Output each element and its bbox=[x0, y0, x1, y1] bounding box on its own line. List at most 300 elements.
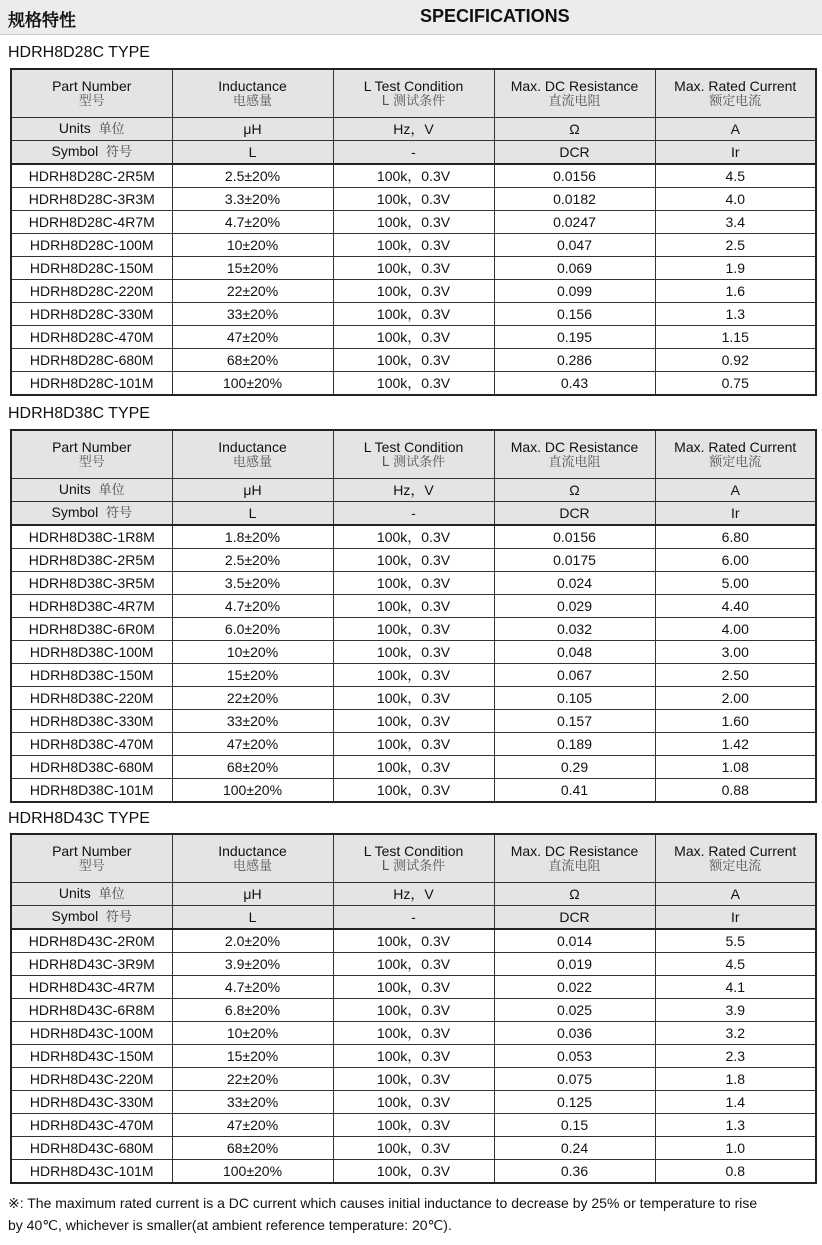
table-row bbox=[11, 1045, 816, 1068]
inductance-cell: 2.5±20% bbox=[172, 549, 333, 572]
footnote-line-1: ※: The maximum rated current is a DC current which causes initial inductance to decrease by 25% or temperature to rise bbox=[8, 1195, 758, 1211]
table-row bbox=[11, 303, 816, 326]
rated-current-cell: 1.9 bbox=[655, 257, 816, 280]
spec-table-d38c bbox=[10, 429, 817, 803]
part-number-cell: HDRH8D28C-100M bbox=[11, 234, 172, 257]
col-inductance-label-cn: 电感量 bbox=[232, 93, 272, 109]
dc-resistance-cell: 0.0156 bbox=[494, 525, 655, 549]
inductance-cell: 22±20% bbox=[172, 687, 333, 710]
inductance-cell: 100±20% bbox=[172, 1160, 333, 1184]
col-inductance-label-cn: 电感量 bbox=[232, 454, 272, 470]
dc-resistance-cell: 0.105 bbox=[494, 687, 655, 710]
units-row-label-cn: 单位 bbox=[98, 122, 125, 137]
symbol-row-label bbox=[11, 906, 172, 930]
part-number-cell: HDRH8D43C-330M bbox=[11, 1091, 172, 1114]
part-number-cell: HDRH8D38C-680M bbox=[11, 756, 172, 779]
part-number-cell: HDRH8D43C-220M bbox=[11, 1068, 172, 1091]
col-part-number-label-cn: 型号 bbox=[78, 454, 105, 470]
symbol-row-label-en: Symbol bbox=[51, 143, 99, 159]
col-part-number-header bbox=[11, 69, 172, 118]
header-title-cn: 规格特性 bbox=[8, 11, 76, 31]
inductance-cell: 100±20% bbox=[172, 779, 333, 803]
rated-current-cell: 4.0 bbox=[655, 188, 816, 211]
units-row-label-cn: 单位 bbox=[98, 887, 125, 902]
part-number-cell: HDRH8D43C-101M bbox=[11, 1160, 172, 1184]
test-condition-cell: 100k，0.3V bbox=[333, 756, 494, 779]
part-number-cell: HDRH8D28C-3R3M bbox=[11, 188, 172, 211]
col-inductance-header bbox=[172, 69, 333, 118]
units-row-label bbox=[11, 479, 172, 502]
col-part-number-header bbox=[11, 834, 172, 883]
col-rated-current-label-en: Max. Rated Current bbox=[674, 77, 797, 94]
rated-current-cell: 0.92 bbox=[655, 349, 816, 372]
units-row-label bbox=[11, 118, 172, 141]
units-row-test: Hz，V bbox=[333, 479, 494, 502]
dc-resistance-cell: 0.0156 bbox=[494, 164, 655, 188]
rated-current-cell: 3.9 bbox=[655, 999, 816, 1022]
col-inductance-label-cn: 电感量 bbox=[232, 858, 272, 874]
table-row bbox=[11, 211, 816, 234]
inductance-cell: 33±20% bbox=[172, 1091, 333, 1114]
part-number-cell: HDRH8D43C-680M bbox=[11, 1137, 172, 1160]
part-number-cell: HDRH8D43C-4R7M bbox=[11, 976, 172, 999]
symbol-row-test: - bbox=[333, 906, 494, 930]
table-row bbox=[11, 1114, 816, 1137]
test-condition-cell: 100k，0.3V bbox=[333, 999, 494, 1022]
table-row bbox=[11, 525, 816, 549]
part-number-cell: HDRH8D38C-3R5M bbox=[11, 572, 172, 595]
spec-table-d43c bbox=[10, 833, 817, 1184]
dc-resistance-cell: 0.025 bbox=[494, 999, 655, 1022]
inductance-cell: 100±20% bbox=[172, 372, 333, 396]
units-row-test: Hz，V bbox=[333, 883, 494, 906]
table-row bbox=[11, 234, 816, 257]
col-dc-resistance-label-cn: 直流电阻 bbox=[548, 454, 601, 470]
inductance-cell: 47±20% bbox=[172, 326, 333, 349]
dc-resistance-cell: 0.075 bbox=[494, 1068, 655, 1091]
test-condition-cell: 100k，0.3V bbox=[333, 641, 494, 664]
spec-table-d28c bbox=[10, 68, 817, 396]
test-condition-cell: 100k，0.3V bbox=[333, 710, 494, 733]
part-number-cell: HDRH8D38C-470M bbox=[11, 733, 172, 756]
rated-current-cell: 1.15 bbox=[655, 326, 816, 349]
test-condition-cell: 100k，0.3V bbox=[333, 303, 494, 326]
rated-current-cell: 1.08 bbox=[655, 756, 816, 779]
test-condition-cell: 100k，0.3V bbox=[333, 733, 494, 756]
col-dc-resistance-label-en: Max. DC Resistance bbox=[510, 842, 639, 859]
col-rated-current-header bbox=[655, 834, 816, 883]
symbol-row-label-en: Symbol bbox=[51, 504, 99, 520]
rated-current-cell: 2.50 bbox=[655, 664, 816, 687]
rated-current-cell: 2.00 bbox=[655, 687, 816, 710]
dc-resistance-cell: 0.029 bbox=[494, 595, 655, 618]
test-condition-cell: 100k，0.3V bbox=[333, 234, 494, 257]
units-row-label bbox=[11, 883, 172, 906]
part-number-cell: HDRH8D28C-4R7M bbox=[11, 211, 172, 234]
part-number-cell: HDRH8D28C-150M bbox=[11, 257, 172, 280]
symbol-row-test: - bbox=[333, 141, 494, 165]
inductance-cell: 15±20% bbox=[172, 257, 333, 280]
dc-resistance-cell: 0.41 bbox=[494, 779, 655, 803]
inductance-cell: 3.9±20% bbox=[172, 953, 333, 976]
units-row bbox=[11, 118, 816, 141]
part-number-cell: HDRH8D43C-470M bbox=[11, 1114, 172, 1137]
dc-resistance-cell: 0.15 bbox=[494, 1114, 655, 1137]
table-row bbox=[11, 756, 816, 779]
units-row-test: Hz，V bbox=[333, 118, 494, 141]
symbol-row-ind: L bbox=[172, 141, 333, 165]
symbol-row-ind: L bbox=[172, 906, 333, 930]
dc-resistance-cell: 0.0247 bbox=[494, 211, 655, 234]
col-rated-current-label-en: Max. Rated Current bbox=[674, 438, 797, 455]
inductance-cell: 3.5±20% bbox=[172, 572, 333, 595]
inductance-cell: 6.0±20% bbox=[172, 618, 333, 641]
dc-resistance-cell: 0.195 bbox=[494, 326, 655, 349]
dc-resistance-cell: 0.022 bbox=[494, 976, 655, 999]
part-number-cell: HDRH8D28C-2R5M bbox=[11, 164, 172, 188]
units-row-dcr: Ω bbox=[494, 118, 655, 141]
rated-current-cell: 1.3 bbox=[655, 1114, 816, 1137]
rated-current-cell: 1.8 bbox=[655, 1068, 816, 1091]
test-condition-cell: 100k，0.3V bbox=[333, 1045, 494, 1068]
part-number-cell: HDRH8D38C-1R8M bbox=[11, 525, 172, 549]
inductance-cell: 4.7±20% bbox=[172, 211, 333, 234]
inductance-cell: 3.3±20% bbox=[172, 188, 333, 211]
symbol-row-ind: L bbox=[172, 502, 333, 526]
table-row bbox=[11, 164, 816, 188]
table-row bbox=[11, 549, 816, 572]
rated-current-cell: 1.60 bbox=[655, 710, 816, 733]
test-condition-cell: 100k，0.3V bbox=[333, 188, 494, 211]
units-row-label-en: Units bbox=[58, 481, 91, 497]
part-number-cell: HDRH8D38C-4R7M bbox=[11, 595, 172, 618]
col-part-number-label-en: Part Number bbox=[52, 438, 132, 455]
col-test-condition-label-en: L Test Condition bbox=[363, 438, 464, 455]
col-inductance-label-en: Inductance bbox=[218, 438, 287, 455]
test-condition-cell: 100k，0.3V bbox=[333, 976, 494, 999]
test-condition-cell: 100k，0.3V bbox=[333, 164, 494, 188]
col-dc-resistance-label-en: Max. DC Resistance bbox=[510, 438, 639, 455]
dc-resistance-cell: 0.189 bbox=[494, 733, 655, 756]
dc-resistance-cell: 0.125 bbox=[494, 1091, 655, 1114]
part-number-cell: HDRH8D38C-2R5M bbox=[11, 549, 172, 572]
footnote-line-2: by 40℃, whichever is smaller(at ambient reference temperature: 20℃). bbox=[8, 1217, 452, 1233]
test-condition-cell: 100k，0.3V bbox=[333, 687, 494, 710]
part-number-cell: HDRH8D38C-330M bbox=[11, 710, 172, 733]
table-row bbox=[11, 929, 816, 953]
table-row bbox=[11, 1091, 816, 1114]
table-row bbox=[11, 326, 816, 349]
part-number-cell: HDRH8D38C-6R0M bbox=[11, 618, 172, 641]
rated-current-cell: 6.00 bbox=[655, 549, 816, 572]
header-row bbox=[11, 430, 816, 479]
inductance-cell: 22±20% bbox=[172, 280, 333, 303]
table-row bbox=[11, 641, 816, 664]
dc-resistance-cell: 0.099 bbox=[494, 280, 655, 303]
rated-current-cell: 2.3 bbox=[655, 1045, 816, 1068]
inductance-cell: 4.7±20% bbox=[172, 976, 333, 999]
symbol-row-dcr: DCR bbox=[494, 141, 655, 165]
col-dc-resistance-label-en: Max. DC Resistance bbox=[510, 77, 639, 94]
rated-current-cell: 5.5 bbox=[655, 929, 816, 953]
part-number-cell: HDRH8D28C-220M bbox=[11, 280, 172, 303]
dc-resistance-cell: 0.156 bbox=[494, 303, 655, 326]
test-condition-cell: 100k，0.3V bbox=[333, 549, 494, 572]
col-rated-current-header bbox=[655, 69, 816, 118]
header-bar bbox=[0, 0, 822, 35]
table-row bbox=[11, 1137, 816, 1160]
header-row bbox=[11, 69, 816, 118]
col-test-condition-header bbox=[333, 430, 494, 479]
rated-current-cell: 2.5 bbox=[655, 234, 816, 257]
test-condition-cell: 100k，0.3V bbox=[333, 953, 494, 976]
rated-current-cell: 4.1 bbox=[655, 976, 816, 999]
table-row bbox=[11, 733, 816, 756]
table-row bbox=[11, 280, 816, 303]
col-dc-resistance-header bbox=[494, 834, 655, 883]
inductance-cell: 15±20% bbox=[172, 664, 333, 687]
inductance-cell: 68±20% bbox=[172, 1137, 333, 1160]
rated-current-cell: 4.40 bbox=[655, 595, 816, 618]
table-row bbox=[11, 687, 816, 710]
symbol-row bbox=[11, 502, 816, 526]
table-row bbox=[11, 572, 816, 595]
inductance-cell: 10±20% bbox=[172, 1022, 333, 1045]
test-condition-cell: 100k，0.3V bbox=[333, 1091, 494, 1114]
table-row bbox=[11, 779, 816, 803]
test-condition-cell: 100k，0.3V bbox=[333, 349, 494, 372]
col-part-number-label-cn: 型号 bbox=[78, 858, 105, 874]
table-title-d28c: HDRH8D28C TYPE bbox=[8, 44, 150, 61]
dc-resistance-cell: 0.014 bbox=[494, 929, 655, 953]
part-number-cell: HDRH8D38C-150M bbox=[11, 664, 172, 687]
dc-resistance-cell: 0.43 bbox=[494, 372, 655, 396]
test-condition-cell: 100k，0.3V bbox=[333, 1022, 494, 1045]
inductance-cell: 33±20% bbox=[172, 710, 333, 733]
rated-current-cell: 0.8 bbox=[655, 1160, 816, 1184]
col-part-number-header bbox=[11, 430, 172, 479]
inductance-cell: 33±20% bbox=[172, 303, 333, 326]
units-row-cur: A bbox=[655, 883, 816, 906]
rated-current-cell: 5.00 bbox=[655, 572, 816, 595]
table-row bbox=[11, 618, 816, 641]
rated-current-cell: 3.2 bbox=[655, 1022, 816, 1045]
units-row-label-cn: 单位 bbox=[98, 483, 125, 498]
units-row-cur: A bbox=[655, 479, 816, 502]
table-row bbox=[11, 1160, 816, 1184]
inductance-cell: 68±20% bbox=[172, 349, 333, 372]
part-number-cell: HDRH8D28C-330M bbox=[11, 303, 172, 326]
table-row bbox=[11, 953, 816, 976]
dc-resistance-cell: 0.024 bbox=[494, 572, 655, 595]
units-row-ind: μH bbox=[172, 883, 333, 906]
table-row bbox=[11, 664, 816, 687]
table-row bbox=[11, 595, 816, 618]
units-row-cur: A bbox=[655, 118, 816, 141]
test-condition-cell: 100k，0.3V bbox=[333, 280, 494, 303]
test-condition-cell: 100k，0.3V bbox=[333, 211, 494, 234]
col-inductance-label-en: Inductance bbox=[218, 842, 287, 859]
inductance-cell: 10±20% bbox=[172, 641, 333, 664]
units-row-dcr: Ω bbox=[494, 479, 655, 502]
table-row bbox=[11, 1022, 816, 1045]
symbol-row-label-cn: 符号 bbox=[105, 910, 132, 925]
col-dc-resistance-label-cn: 直流电阻 bbox=[548, 93, 601, 109]
col-test-condition-label-en: L Test Condition bbox=[363, 842, 464, 859]
col-test-condition-label-en: L Test Condition bbox=[363, 77, 464, 94]
rated-current-cell: 0.75 bbox=[655, 372, 816, 396]
symbol-row-dcr: DCR bbox=[494, 502, 655, 526]
col-rated-current-label-cn: 额定电流 bbox=[709, 454, 762, 470]
inductance-cell: 22±20% bbox=[172, 1068, 333, 1091]
inductance-cell: 68±20% bbox=[172, 756, 333, 779]
col-test-condition-label-cn: L 测试条件 bbox=[381, 858, 446, 874]
rated-current-cell: 4.00 bbox=[655, 618, 816, 641]
dc-resistance-cell: 0.069 bbox=[494, 257, 655, 280]
test-condition-cell: 100k，0.3V bbox=[333, 1160, 494, 1184]
part-number-cell: HDRH8D28C-101M bbox=[11, 372, 172, 396]
units-row-label-en: Units bbox=[58, 120, 91, 136]
table-row bbox=[11, 257, 816, 280]
test-condition-cell: 100k，0.3V bbox=[333, 372, 494, 396]
test-condition-cell: 100k，0.3V bbox=[333, 1137, 494, 1160]
dc-resistance-cell: 0.047 bbox=[494, 234, 655, 257]
test-condition-cell: 100k，0.3V bbox=[333, 525, 494, 549]
part-number-cell: HDRH8D38C-220M bbox=[11, 687, 172, 710]
col-part-number-label-en: Part Number bbox=[52, 842, 132, 859]
rated-current-cell: 3.00 bbox=[655, 641, 816, 664]
dc-resistance-cell: 0.24 bbox=[494, 1137, 655, 1160]
dc-resistance-cell: 0.019 bbox=[494, 953, 655, 976]
symbol-row-label bbox=[11, 502, 172, 526]
units-row-dcr: Ω bbox=[494, 883, 655, 906]
part-number-cell: HDRH8D43C-2R0M bbox=[11, 929, 172, 953]
test-condition-cell: 100k，0.3V bbox=[333, 1114, 494, 1137]
symbol-row bbox=[11, 906, 816, 930]
dc-resistance-cell: 0.29 bbox=[494, 756, 655, 779]
dc-resistance-cell: 0.0175 bbox=[494, 549, 655, 572]
col-rated-current-label-en: Max. Rated Current bbox=[674, 842, 797, 859]
rated-current-cell: 6.80 bbox=[655, 525, 816, 549]
symbol-row-label bbox=[11, 141, 172, 165]
dc-resistance-cell: 0.036 bbox=[494, 1022, 655, 1045]
part-number-cell: HDRH8D43C-6R8M bbox=[11, 999, 172, 1022]
symbol-row-cur: Ir bbox=[655, 906, 816, 930]
col-dc-resistance-header bbox=[494, 69, 655, 118]
dc-resistance-cell: 0.36 bbox=[494, 1160, 655, 1184]
col-test-condition-label-cn: L 测试条件 bbox=[381, 93, 446, 109]
symbol-row-label-en: Symbol bbox=[51, 908, 99, 924]
table-row bbox=[11, 188, 816, 211]
col-rated-current-label-cn: 额定电流 bbox=[709, 858, 762, 874]
symbol-row-cur: Ir bbox=[655, 141, 816, 165]
rated-current-cell: 4.5 bbox=[655, 953, 816, 976]
col-inductance-label-en: Inductance bbox=[218, 77, 287, 94]
rated-current-cell: 1.6 bbox=[655, 280, 816, 303]
col-inductance-header bbox=[172, 430, 333, 479]
rated-current-cell: 1.0 bbox=[655, 1137, 816, 1160]
part-number-cell: HDRH8D28C-680M bbox=[11, 349, 172, 372]
table-title-d38c: HDRH8D38C TYPE bbox=[8, 405, 150, 422]
test-condition-cell: 100k，0.3V bbox=[333, 779, 494, 803]
test-condition-cell: 100k，0.3V bbox=[333, 618, 494, 641]
rated-current-cell: 1.42 bbox=[655, 733, 816, 756]
footnote bbox=[8, 1192, 818, 1236]
units-row bbox=[11, 479, 816, 502]
inductance-cell: 2.0±20% bbox=[172, 929, 333, 953]
test-condition-cell: 100k，0.3V bbox=[333, 664, 494, 687]
col-inductance-header bbox=[172, 834, 333, 883]
test-condition-cell: 100k，0.3V bbox=[333, 572, 494, 595]
units-row-label-en: Units bbox=[58, 885, 91, 901]
inductance-cell: 47±20% bbox=[172, 733, 333, 756]
symbol-row-label-cn: 符号 bbox=[105, 145, 132, 160]
col-rated-current-label-cn: 额定电流 bbox=[709, 93, 762, 109]
dc-resistance-cell: 0.032 bbox=[494, 618, 655, 641]
inductance-cell: 6.8±20% bbox=[172, 999, 333, 1022]
col-test-condition-header bbox=[333, 834, 494, 883]
test-condition-cell: 100k，0.3V bbox=[333, 326, 494, 349]
symbol-row bbox=[11, 141, 816, 165]
inductance-cell: 2.5±20% bbox=[172, 164, 333, 188]
col-test-condition-header bbox=[333, 69, 494, 118]
part-number-cell: HDRH8D43C-100M bbox=[11, 1022, 172, 1045]
part-number-cell: HDRH8D38C-101M bbox=[11, 779, 172, 803]
test-condition-cell: 100k，0.3V bbox=[333, 257, 494, 280]
header-row bbox=[11, 834, 816, 883]
dc-resistance-cell: 0.157 bbox=[494, 710, 655, 733]
inductance-cell: 1.8±20% bbox=[172, 525, 333, 549]
part-number-cell: HDRH8D38C-100M bbox=[11, 641, 172, 664]
test-condition-cell: 100k，0.3V bbox=[333, 595, 494, 618]
table-row bbox=[11, 372, 816, 396]
col-dc-resistance-label-cn: 直流电阻 bbox=[548, 858, 601, 874]
inductance-cell: 10±20% bbox=[172, 234, 333, 257]
dc-resistance-cell: 0.286 bbox=[494, 349, 655, 372]
dc-resistance-cell: 0.053 bbox=[494, 1045, 655, 1068]
inductance-cell: 4.7±20% bbox=[172, 595, 333, 618]
col-part-number-label-en: Part Number bbox=[52, 77, 132, 94]
symbol-row-cur: Ir bbox=[655, 502, 816, 526]
table-row bbox=[11, 710, 816, 733]
test-condition-cell: 100k，0.3V bbox=[333, 1068, 494, 1091]
dc-resistance-cell: 0.067 bbox=[494, 664, 655, 687]
header-title-en: SPECIFICATIONS bbox=[420, 6, 570, 26]
rated-current-cell: 3.4 bbox=[655, 211, 816, 234]
table-title-d43c: HDRH8D43C TYPE bbox=[8, 810, 150, 827]
table-row bbox=[11, 999, 816, 1022]
dc-resistance-cell: 0.048 bbox=[494, 641, 655, 664]
symbol-row-test: - bbox=[333, 502, 494, 526]
table-row bbox=[11, 1068, 816, 1091]
part-number-cell: HDRH8D43C-3R9M bbox=[11, 953, 172, 976]
test-condition-cell: 100k，0.3V bbox=[333, 929, 494, 953]
symbol-row-dcr: DCR bbox=[494, 906, 655, 930]
rated-current-cell: 4.5 bbox=[655, 164, 816, 188]
col-dc-resistance-header bbox=[494, 430, 655, 479]
inductance-cell: 15±20% bbox=[172, 1045, 333, 1068]
col-rated-current-header bbox=[655, 430, 816, 479]
col-part-number-label-cn: 型号 bbox=[78, 93, 105, 109]
rated-current-cell: 1.3 bbox=[655, 303, 816, 326]
rated-current-cell: 0.88 bbox=[655, 779, 816, 803]
inductance-cell: 47±20% bbox=[172, 1114, 333, 1137]
units-row bbox=[11, 883, 816, 906]
col-test-condition-label-cn: L 测试条件 bbox=[381, 454, 446, 470]
table-row bbox=[11, 349, 816, 372]
part-number-cell: HDRH8D43C-150M bbox=[11, 1045, 172, 1068]
units-row-ind: μH bbox=[172, 479, 333, 502]
